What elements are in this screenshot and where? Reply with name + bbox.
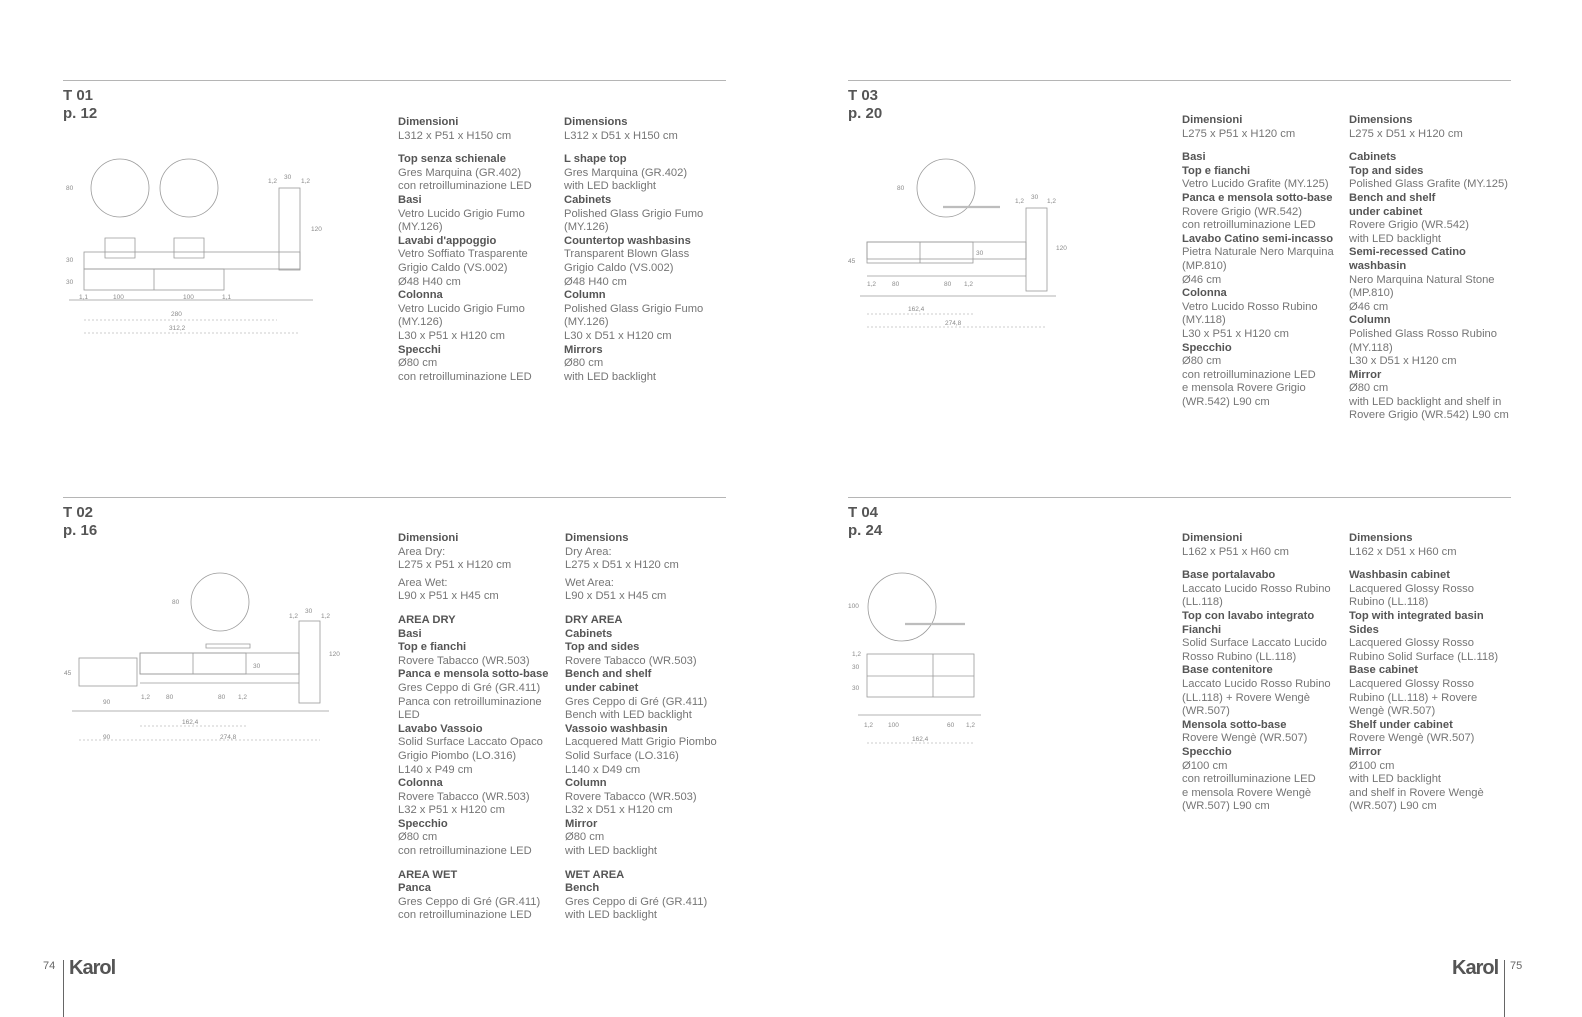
spec-line: (WR.507) bbox=[1182, 705, 1230, 718]
spec-line: with LED backlight bbox=[1349, 232, 1442, 245]
spec-heading: Bench and shelf bbox=[1349, 191, 1436, 204]
t04-technical-drawing bbox=[842, 570, 1002, 760]
spec-heading: Dimensioni bbox=[398, 116, 459, 128]
spec-heading: Specchio bbox=[1182, 745, 1232, 758]
spec-heading: Dimensions bbox=[1349, 532, 1413, 544]
dimension-label: 30 bbox=[852, 685, 860, 692]
dimension-label: 45 bbox=[64, 670, 72, 677]
dimension-label: 1,2 bbox=[864, 722, 874, 729]
spec-line: con retroilluminazione LED bbox=[398, 909, 532, 922]
spec-line: Polished Glass Grigio Fumo bbox=[564, 207, 704, 220]
dimension-label: 30 bbox=[852, 664, 860, 671]
spec-line: Vetro Soffiato Trasparente bbox=[398, 248, 528, 261]
spec-line: with LED backlight bbox=[1349, 773, 1442, 786]
spec-line: Rovere Grigio (WR.542) bbox=[1349, 219, 1469, 232]
spec-line: (MY.118) bbox=[1182, 314, 1226, 327]
spec-line: with LED backlight bbox=[565, 909, 658, 922]
spec-line: and shelf in Rovere Wengè bbox=[1349, 786, 1484, 799]
spec-heading: Dimensions bbox=[564, 116, 628, 128]
spec-line: Vetro Lucido Grigio Fumo bbox=[398, 207, 525, 220]
spec-line: Vetro Lucido Grafite (MY.125) bbox=[1182, 178, 1329, 191]
dimension-label: 100 bbox=[183, 294, 194, 301]
spec-line: Ø48 H40 cm bbox=[564, 275, 627, 288]
spec-line: con retroilluminazione LED bbox=[1182, 368, 1316, 381]
dimension-label: 1,2 bbox=[966, 722, 976, 729]
dimension-label: 30 bbox=[253, 663, 261, 670]
section-rule bbox=[63, 497, 726, 498]
spec-heading: Vassoio washbasin bbox=[565, 722, 668, 735]
spec-heading: washbasin bbox=[1349, 259, 1407, 272]
dimension-label: 30 bbox=[305, 608, 313, 615]
spec-line: Gres Ceppo di Gré (GR.411) bbox=[565, 895, 708, 908]
spec-line: Rosso Rubino (LL.118) bbox=[1182, 650, 1297, 663]
dimension-label: 162,4 bbox=[912, 736, 929, 743]
dimension-label: 1,2 bbox=[1015, 198, 1025, 205]
t03-english-specs bbox=[1349, 114, 1514, 423]
spec-heading: Dimensions bbox=[565, 532, 629, 544]
spec-heading: Top and sides bbox=[565, 641, 640, 654]
spec-line: Rovere Tabacco (WR.503) bbox=[565, 790, 697, 803]
spec-line: L275 x P51 x H120 cm bbox=[398, 559, 512, 572]
page-number-right: 75 bbox=[1510, 960, 1523, 972]
spec-line: L30 x D51 x H120 cm bbox=[564, 329, 672, 342]
spec-line: LED bbox=[398, 709, 420, 722]
spec-line: (MP.810) bbox=[1349, 287, 1394, 300]
spec-heading: WET AREA bbox=[565, 868, 625, 881]
dimension-label: 1,2 bbox=[321, 613, 331, 620]
spec-line: L312 x D51 x H150 cm bbox=[564, 129, 678, 142]
dimension-label: 30 bbox=[1031, 194, 1039, 201]
spec-line: Grigio Piombo (LO.316) bbox=[398, 749, 517, 762]
spec-line: Solid Surface (LO.316) bbox=[565, 749, 679, 762]
spec-heading: Dimensioni bbox=[398, 532, 459, 544]
spec-line: Ø46 cm bbox=[1182, 273, 1222, 286]
spec-line: Lacquered Matt Grigio Piombo bbox=[565, 736, 717, 749]
dimension-label: 1,2 bbox=[1047, 198, 1057, 205]
spec-heading: Top senza schienale bbox=[398, 153, 506, 166]
spec-line: e mensola Rovere Grigio bbox=[1182, 382, 1306, 395]
dimension-label: 90 bbox=[103, 734, 111, 741]
spec-line: Panca con retroilluminazione bbox=[398, 695, 542, 708]
spec-heading: AREA WET bbox=[398, 868, 458, 881]
t02-english-specs bbox=[565, 532, 730, 923]
page-number-left: 74 bbox=[43, 960, 56, 972]
footer-divider-right bbox=[1504, 960, 1505, 1017]
spacer bbox=[398, 604, 563, 614]
spec-line: with LED backlight bbox=[564, 370, 657, 383]
spec-line: (WR.507) L90 cm bbox=[1349, 800, 1437, 813]
section-rule bbox=[848, 497, 1511, 498]
dimension-label: 1,2 bbox=[964, 281, 974, 288]
spec-line: Lacquered Glossy Rosso bbox=[1349, 637, 1474, 650]
dimension-label: 1,2 bbox=[867, 281, 877, 288]
spacer bbox=[1182, 141, 1347, 151]
t04-english-specs bbox=[1349, 532, 1514, 814]
spec-line: L32 x D51 x H120 cm bbox=[565, 804, 673, 817]
spec-line: Lacquered Glossy Rosso bbox=[1349, 677, 1474, 690]
dimension-label: 1,1 bbox=[79, 294, 89, 301]
t02-italian-specs bbox=[398, 532, 563, 923]
t03-italian-specs bbox=[1182, 114, 1347, 409]
footer-divider-left bbox=[63, 960, 64, 1017]
dimension-label: 45 bbox=[848, 258, 856, 265]
dimension-label: 1,2 bbox=[141, 694, 151, 701]
spec-line: Polished Glass Rosso Rubino bbox=[1349, 327, 1497, 340]
spacer bbox=[565, 859, 730, 869]
spec-heading: Mirrors bbox=[564, 343, 603, 356]
spec-line: L275 x D51 x H120 cm bbox=[1349, 127, 1463, 140]
dimension-label: 312,2 bbox=[169, 325, 186, 332]
spec-heading: Top e fianchi bbox=[398, 641, 467, 654]
spec-line: Vetro Lucido Rosso Rubino bbox=[1182, 300, 1318, 313]
dimension-label: 100 bbox=[113, 294, 124, 301]
spec-heading: under cabinet bbox=[1349, 205, 1423, 218]
t04-italian-specs bbox=[1182, 532, 1347, 814]
spec-line: Laccato Lucido Rosso Rubino bbox=[1182, 582, 1331, 595]
spec-line: (WR.507) L90 cm bbox=[1182, 800, 1270, 813]
spec-line: Grigio Caldo (VS.002) bbox=[398, 261, 508, 274]
spec-line: Rovere Wengè (WR.507) bbox=[1182, 732, 1308, 745]
spec-line: Rovere Grigio (WR.542) bbox=[1182, 205, 1302, 218]
spec-heading: Dimensions bbox=[1349, 114, 1413, 126]
spec-heading: Lavabo Catino semi-incasso bbox=[1182, 232, 1334, 245]
spec-heading: Mensola sotto-base bbox=[1182, 718, 1287, 731]
spec-heading: Basi bbox=[398, 193, 422, 206]
spec-heading: Cabinets bbox=[564, 193, 612, 206]
dimension-label: 1,2 bbox=[289, 613, 299, 620]
spec-line: Gres Ceppo di Gré (GR.411) bbox=[398, 681, 541, 694]
dimension-label: 100 bbox=[848, 603, 859, 610]
spec-line: Transparent Blown Glass bbox=[564, 248, 690, 261]
spec-heading: Lavabi d'appoggio bbox=[398, 234, 497, 247]
spec-line: Rubino (LL.118) bbox=[1349, 596, 1429, 609]
section-rule bbox=[848, 80, 1511, 81]
spec-heading: Specchio bbox=[398, 817, 448, 830]
spec-heading: Base portalavabo bbox=[1182, 569, 1276, 582]
spec-line: L162 x P51 x H60 cm bbox=[1182, 545, 1289, 558]
spec-heading: Specchi bbox=[398, 343, 441, 356]
spec-heading: Sides bbox=[1349, 623, 1379, 636]
spec-line: L30 x P51 x H120 cm bbox=[398, 329, 505, 342]
spec-heading: Mirror bbox=[565, 817, 598, 830]
dimension-label: 60 bbox=[947, 722, 955, 729]
dimension-label: 1,2 bbox=[852, 651, 862, 658]
spec-line: Pietra Naturale Nero Marquina bbox=[1182, 246, 1334, 259]
spec-line: Wet Area: bbox=[565, 576, 614, 589]
spec-line: Dry Area: bbox=[565, 545, 612, 558]
section-code: T 03 p. 20 bbox=[848, 87, 883, 122]
dimension-label: 1,2 bbox=[268, 178, 278, 185]
spec-line: con retroilluminazione LED bbox=[398, 180, 532, 193]
spec-line: Ø48 H40 cm bbox=[398, 275, 461, 288]
spec-line: Ø80 cm bbox=[398, 831, 438, 844]
spec-line: L275 x D51 x H120 cm bbox=[565, 559, 679, 572]
brand-logo-right: Karol bbox=[1452, 957, 1499, 979]
spec-heading: Top and sides bbox=[1349, 164, 1424, 177]
section-code: T 02 p. 16 bbox=[63, 504, 98, 539]
spec-heading: Basi bbox=[1182, 151, 1206, 164]
spacer bbox=[564, 143, 729, 153]
section-code: T 01 p. 12 bbox=[63, 87, 98, 122]
spec-heading: Fianchi bbox=[1182, 623, 1222, 636]
spacer bbox=[1349, 559, 1514, 569]
t01-technical-drawing bbox=[55, 150, 335, 340]
spec-line: Rovere Tabacco (WR.503) bbox=[398, 790, 530, 803]
spec-line: L140 x D49 cm bbox=[565, 763, 641, 776]
dimension-label: 90 bbox=[103, 699, 111, 706]
spec-heading: Column bbox=[1349, 314, 1391, 327]
spec-line: with LED backlight bbox=[565, 845, 658, 858]
spec-heading: DRY AREA bbox=[565, 613, 623, 626]
spec-line: L312 x P51 x H150 cm bbox=[398, 129, 512, 142]
dimension-label: 1,1 bbox=[222, 294, 232, 301]
spec-line: Ø100 cm bbox=[1349, 759, 1395, 772]
spec-line: (MY.126) bbox=[564, 221, 609, 234]
spec-heading: Cabinets bbox=[565, 627, 613, 640]
spec-heading: Column bbox=[564, 289, 606, 302]
spec-line: (LL.118) + Rovere Wengè bbox=[1182, 691, 1311, 704]
spacer bbox=[398, 859, 563, 869]
dimension-label: 30 bbox=[66, 279, 74, 286]
spacer bbox=[1182, 559, 1347, 569]
spec-line: L275 x P51 x H120 cm bbox=[1182, 127, 1296, 140]
spec-line: Ø80 cm bbox=[564, 357, 604, 370]
spec-line: (WR.542) L90 cm bbox=[1182, 395, 1270, 408]
dimension-label: 100 bbox=[888, 722, 899, 729]
spec-line: Gres Marquina (GR.402) bbox=[398, 166, 522, 179]
spec-line: L140 x P49 cm bbox=[398, 763, 473, 776]
spec-line: (MY.126) bbox=[398, 221, 443, 234]
dimension-label: 80 bbox=[897, 185, 905, 192]
dimension-label: 280 bbox=[171, 311, 182, 318]
spec-line: e mensola Rovere Wengè bbox=[1182, 786, 1312, 799]
spec-line: Bench with LED backlight bbox=[565, 709, 692, 722]
dimension-label: 30 bbox=[976, 250, 984, 257]
spec-heading: Top con lavabo integrato bbox=[1182, 609, 1315, 622]
spec-heading: Mirror bbox=[1349, 745, 1382, 758]
spec-heading: Panca e mensola sotto-base bbox=[398, 668, 549, 681]
spec-line: Wengè (WR.507) bbox=[1349, 705, 1436, 718]
spec-line: L30 x D51 x H120 cm bbox=[1349, 355, 1457, 368]
spec-heading: Specchio bbox=[1182, 341, 1232, 354]
dimension-label: 80 bbox=[172, 599, 180, 606]
dimension-label: 120 bbox=[311, 226, 322, 233]
spec-line: Ø80 cm bbox=[565, 831, 605, 844]
spec-line: L90 x P51 x H45 cm bbox=[398, 590, 499, 603]
spec-line: (MP.810) bbox=[1182, 259, 1227, 272]
spec-heading: Bench and shelf bbox=[565, 668, 652, 681]
spec-line: Grigio Caldo (VS.002) bbox=[564, 261, 674, 274]
dimension-label: 274,8 bbox=[945, 320, 962, 327]
spec-heading: Mirror bbox=[1349, 368, 1382, 381]
dimension-label: 80 bbox=[892, 281, 900, 288]
spec-line: with LED backlight and shelf in bbox=[1349, 395, 1502, 408]
spec-heading: Semi-recessed Catino bbox=[1349, 246, 1466, 259]
spec-heading: Dimensioni bbox=[1182, 532, 1243, 544]
spec-heading: Top e fianchi bbox=[1182, 164, 1251, 177]
spec-line: Area Dry: bbox=[398, 545, 446, 558]
section-code: T 04 p. 24 bbox=[848, 504, 883, 539]
spec-heading: Colonna bbox=[1182, 287, 1227, 300]
spec-line: con retroilluminazione LED bbox=[398, 370, 532, 383]
spec-line: Area Wet: bbox=[398, 576, 448, 589]
spec-line: with LED backlight bbox=[564, 180, 657, 193]
dimension-label: 80 bbox=[218, 694, 226, 701]
spec-line: Rovere Grigio (WR.542) L90 cm bbox=[1349, 409, 1509, 422]
dimension-label: 274,8 bbox=[220, 734, 237, 741]
spec-line: Vetro Lucido Grigio Fumo bbox=[398, 302, 525, 315]
spec-line: L90 x D51 x H45 cm bbox=[565, 590, 667, 603]
spec-heading: Panca bbox=[398, 882, 431, 895]
dimension-label: 120 bbox=[1056, 245, 1067, 252]
dimension-label: 30 bbox=[66, 257, 74, 264]
spec-heading: Shelf under cabinet bbox=[1349, 718, 1453, 731]
spec-line: L162 x D51 x H60 cm bbox=[1349, 545, 1457, 558]
spec-line: (MY.126) bbox=[564, 316, 609, 329]
spec-line: Ø80 cm bbox=[398, 357, 438, 370]
spec-line: Gres Ceppo di Gré (GR.411) bbox=[398, 895, 541, 908]
spec-heading: Colonna bbox=[398, 289, 443, 302]
spec-line: con retroilluminazione LED bbox=[398, 845, 532, 858]
spec-line: Lacquered Glossy Rosso bbox=[1349, 582, 1474, 595]
spec-line: Rubino Solid Surface (LL.118) bbox=[1349, 650, 1499, 663]
t01-italian-specs bbox=[398, 116, 563, 384]
spec-line: Ø80 cm bbox=[1349, 382, 1389, 395]
dimension-label: 1,2 bbox=[238, 694, 248, 701]
dimension-label: 120 bbox=[329, 651, 340, 658]
spacer bbox=[398, 143, 563, 153]
spec-heading: AREA DRY bbox=[398, 613, 456, 626]
spec-line: Rovere Tabacco (WR.503) bbox=[398, 654, 530, 667]
spec-line: con retroilluminazione LED bbox=[1182, 773, 1316, 786]
spec-line: Gres Ceppo di Gré (GR.411) bbox=[565, 695, 708, 708]
dimension-label: 80 bbox=[166, 694, 174, 701]
dimension-label: 1,2 bbox=[301, 178, 311, 185]
spec-heading: Cabinets bbox=[1349, 151, 1397, 164]
spec-heading: L shape top bbox=[564, 153, 627, 166]
spec-line: (MY.118) bbox=[1349, 341, 1393, 354]
spec-line: Solid Surface Laccato Opaco bbox=[398, 736, 543, 749]
dimension-label: 162,4 bbox=[908, 306, 925, 313]
spec-line: Ø80 cm bbox=[1182, 355, 1222, 368]
spec-line: Rubino (LL.118) + Rovere bbox=[1349, 691, 1478, 704]
dimension-label: 80 bbox=[66, 185, 74, 192]
spec-line: Laccato Lucido Rosso Rubino bbox=[1182, 677, 1331, 690]
t03-technical-drawing bbox=[840, 150, 1080, 340]
spec-heading: Panca e mensola sotto-base bbox=[1182, 191, 1333, 204]
brand-logo-left: Karol bbox=[69, 957, 116, 979]
spec-heading: Basi bbox=[398, 627, 422, 640]
spec-line: Polished Glass Grigio Fumo bbox=[564, 302, 704, 315]
t02-technical-drawing bbox=[58, 565, 358, 755]
spec-line: Ø100 cm bbox=[1182, 759, 1228, 772]
spec-line: Solid Surface Laccato Lucido bbox=[1182, 637, 1327, 650]
spec-heading: under cabinet bbox=[565, 681, 639, 694]
spacer bbox=[565, 604, 730, 614]
spec-heading: Bench bbox=[565, 882, 600, 895]
spec-heading: Base contenitore bbox=[1182, 664, 1273, 677]
spacer bbox=[1349, 141, 1514, 151]
spec-line: (MY.126) bbox=[398, 316, 443, 329]
spec-line: Rovere Wengè (WR.507) bbox=[1349, 732, 1475, 745]
spec-line: L32 x P51 x H120 cm bbox=[398, 804, 505, 817]
spec-line: Gres Marquina (GR.402) bbox=[564, 166, 688, 179]
spec-line: con retroilluminazione LED bbox=[1182, 219, 1316, 232]
spec-line: Ø46 cm bbox=[1349, 300, 1389, 313]
spec-line: Rovere Tabacco (WR.503) bbox=[565, 654, 697, 667]
spec-heading: Lavabo Vassoio bbox=[398, 722, 483, 735]
dimension-label: 30 bbox=[284, 174, 292, 181]
t01-english-specs bbox=[564, 116, 729, 384]
spec-line: Nero Marquina Natural Stone bbox=[1349, 273, 1495, 286]
section-rule bbox=[63, 80, 726, 81]
spec-heading: Dimensioni bbox=[1182, 114, 1243, 126]
dimension-label: 162,4 bbox=[182, 719, 199, 726]
spec-line: Polished Glass Grafite (MY.125) bbox=[1349, 178, 1508, 191]
spec-heading: Washbasin cabinet bbox=[1349, 569, 1450, 582]
dimension-label: 80 bbox=[944, 281, 952, 288]
spec-line: L30 x P51 x H120 cm bbox=[1182, 327, 1289, 340]
spec-heading: Colonna bbox=[398, 777, 443, 790]
spec-line: (LL.118) bbox=[1182, 596, 1223, 609]
spec-heading: Column bbox=[565, 777, 607, 790]
spec-heading: Base cabinet bbox=[1349, 664, 1419, 677]
spec-heading: Countertop washbasins bbox=[564, 234, 691, 247]
spec-heading: Top with integrated basin bbox=[1349, 609, 1484, 622]
